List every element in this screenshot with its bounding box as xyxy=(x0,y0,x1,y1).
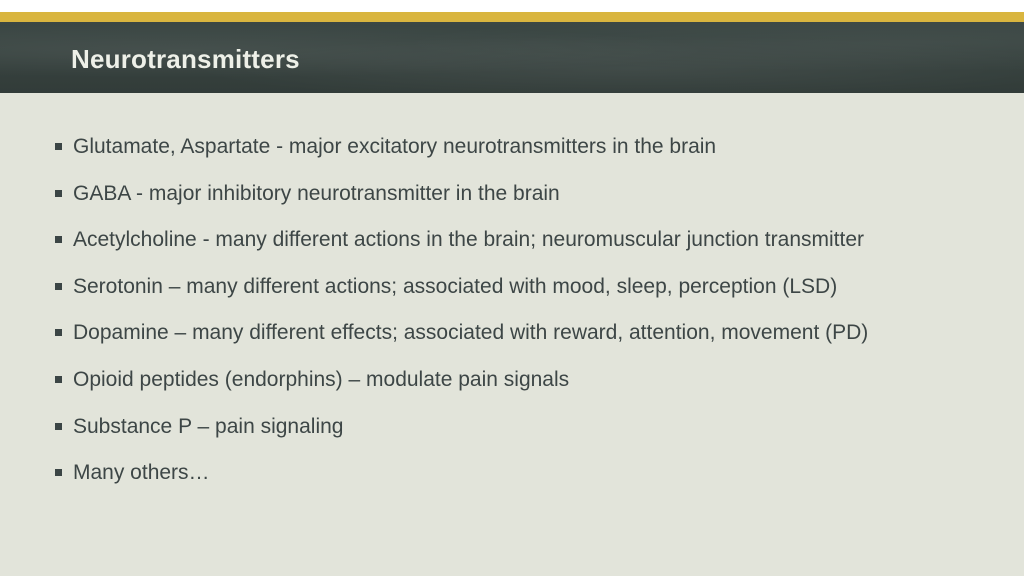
bullet-list xyxy=(52,133,1012,506)
bullet-item xyxy=(52,226,1012,273)
bullet-item xyxy=(52,366,1012,413)
bullet-item xyxy=(52,319,1012,366)
bullet-text: Dopamine – many different effects; associated with reward, attention, movement (PD) xyxy=(73,321,869,345)
slide-title: Neurotransmitters xyxy=(71,44,300,74)
square-bullet-icon xyxy=(55,236,62,243)
bullet-text: Substance P – pain signaling xyxy=(73,414,344,438)
square-bullet-icon xyxy=(55,423,62,430)
square-bullet-icon xyxy=(55,190,62,197)
bullet-text: Glutamate, Aspartate - major excitatory neurotransmitters in the brain xyxy=(73,135,717,158)
bullet-item xyxy=(52,180,1012,227)
square-bullet-icon xyxy=(55,469,62,476)
bullet-item xyxy=(52,133,1012,180)
bullet-text: GABA - major inhibitory neurotransmitter in the brain xyxy=(73,181,560,205)
bullet-text: Acetylcholine - many different actions in the brain; neuromuscular junction transmitter xyxy=(73,228,864,252)
square-bullet-icon xyxy=(55,283,62,290)
square-bullet-icon xyxy=(55,376,62,383)
bullet-text: Opioid peptides (endorphins) – modulate pain signals xyxy=(73,367,570,391)
bullet-item xyxy=(52,413,1012,460)
top-white-strip xyxy=(0,0,1024,12)
accent-stripe xyxy=(0,12,1024,22)
bullet-text: Many others… xyxy=(73,461,210,485)
bullet-text: Serotonin – many different actions; associated with mood, sleep, perception (LSD) xyxy=(73,274,838,298)
bullet-item xyxy=(52,273,1012,320)
square-bullet-icon xyxy=(55,143,62,150)
square-bullet-icon xyxy=(55,329,62,336)
bullet-item xyxy=(52,459,1012,506)
